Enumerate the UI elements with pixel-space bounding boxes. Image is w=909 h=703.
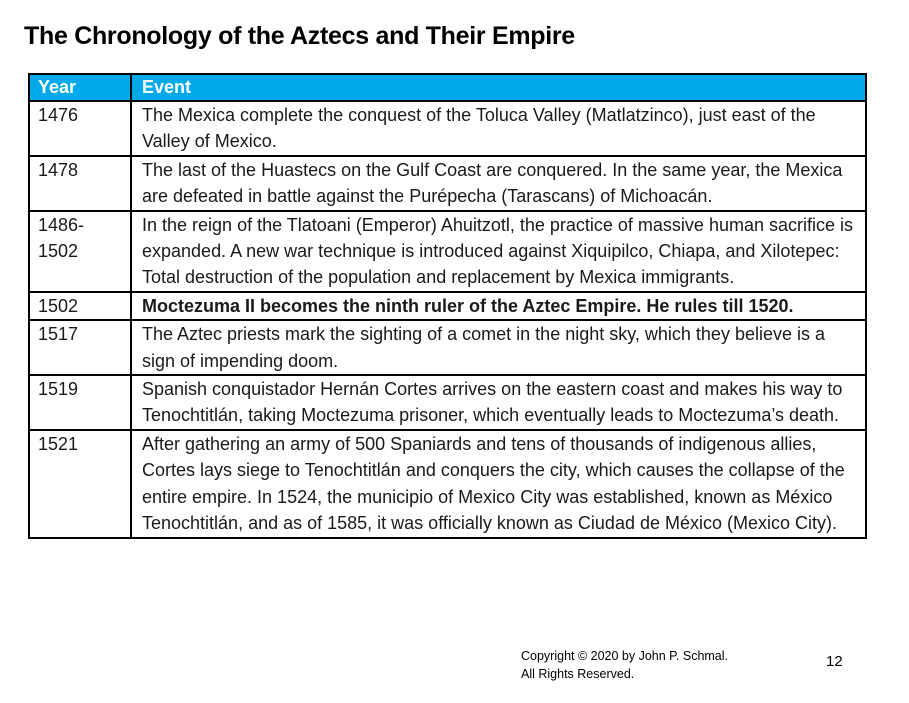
column-header-event: Event bbox=[131, 74, 866, 101]
copyright-line1: Copyright © 2020 by John P. Schmal. bbox=[521, 649, 729, 663]
table-body bbox=[29, 101, 866, 538]
table-row bbox=[29, 375, 866, 430]
year-cell: 1517 bbox=[29, 320, 131, 375]
event-cell: The last of the Huastecs on the Gulf Coast are conquered. In the same year, the Mexica are defeated in battle against the Purépecha (Tarascans) of Michoacán. bbox=[131, 156, 866, 211]
table-header-row bbox=[29, 74, 866, 101]
table-row bbox=[29, 101, 866, 156]
year-cell: 1486-1502 bbox=[29, 211, 131, 292]
year-cell: 1476 bbox=[29, 101, 131, 156]
column-header-year: Year bbox=[29, 74, 131, 101]
table-row bbox=[29, 156, 866, 211]
year-cell: 1478 bbox=[29, 156, 131, 211]
year-cell: 1502 bbox=[29, 292, 131, 320]
event-cell: In the reign of the Tlatoani (Emperor) Ahuitzotl, the practice of massive human sacrifice is expanded. A new war technique is introduced against Xiquipilco, Chiapa, and Xilotepec: Total destruction of the population and replacement by Mexica immigrants. bbox=[131, 211, 866, 292]
event-cell: Spanish conquistador Hernán Cortes arrives on the eastern coast and makes his way to Tenochtitlán, taking Moctezuma prisoner, which eventually leads to Moctezuma’s death. bbox=[131, 375, 866, 430]
copyright-line2: All Rights Reserved. bbox=[521, 666, 635, 681]
event-cell: After gathering an army of 500 Spaniards and tens of thousands of indigenous allies, Cortes lays siege to Tenochtitlán and conquers the city, which causes the collapse of the entire empire. In 1524, the municipio of Mexico City was established, known as México Tenochtitlán, and as of 1585, it was officially known as Ciudad de México (Mexico City). bbox=[131, 430, 866, 538]
table-row bbox=[29, 320, 866, 375]
table-row bbox=[29, 430, 866, 538]
copyright-notice bbox=[521, 648, 728, 683]
event-cell: Moctezuma II becomes the ninth ruler of the Aztec Empire. He rules till 1520. bbox=[131, 292, 866, 320]
event-cell: The Aztec priests mark the sighting of a comet in the night sky, which they believe is a sign of impending doom. bbox=[131, 320, 866, 375]
table-row bbox=[29, 292, 866, 320]
chronology-table bbox=[28, 73, 867, 539]
page-number: 12 bbox=[826, 653, 843, 670]
year-cell: 1521 bbox=[29, 430, 131, 538]
year-cell: 1519 bbox=[29, 375, 131, 430]
table-row bbox=[29, 211, 866, 292]
event-cell: The Mexica complete the conquest of the Toluca Valley (Matlatzinco), just east of the Valley of Mexico. bbox=[131, 101, 866, 156]
page-title: The Chronology of the Aztecs and Their Empire bbox=[24, 22, 575, 50]
